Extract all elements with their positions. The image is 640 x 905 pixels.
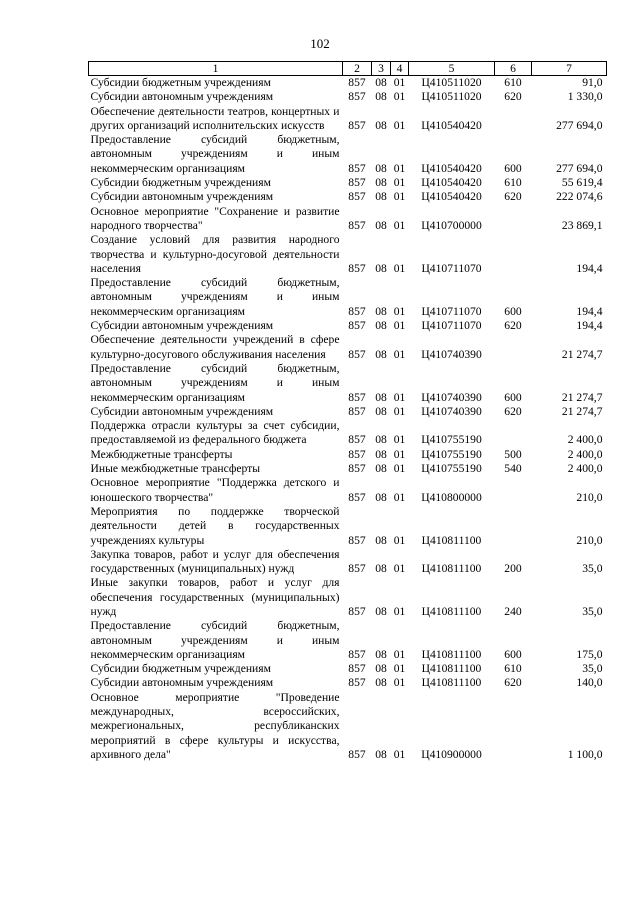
table-row bbox=[89, 419, 607, 448]
row-ministry-code: 857 bbox=[348, 433, 366, 447]
row-amount: 21 274,7 bbox=[561, 404, 603, 418]
row-target-article: Ц410740390 bbox=[421, 347, 482, 361]
row-amount: 35,0 bbox=[582, 604, 603, 618]
row-section-code: 08 bbox=[375, 562, 387, 576]
row-expense-type bbox=[495, 419, 532, 448]
row-ministry-code: 857 bbox=[348, 76, 366, 89]
table-row bbox=[89, 90, 607, 104]
row-target-article: Ц410700000 bbox=[421, 218, 482, 232]
budget-table bbox=[88, 61, 607, 762]
table-row bbox=[89, 576, 607, 619]
row-amount: 277 694,0 bbox=[556, 118, 603, 132]
row-section-code: 08 bbox=[375, 190, 387, 204]
row-amount: 194,4 bbox=[576, 261, 603, 275]
table-row bbox=[89, 190, 607, 204]
row-target-article: Ц410811100 bbox=[421, 662, 482, 676]
row-name: Субсидии автономным учреждениям bbox=[90, 190, 274, 204]
row-subsection-code: 01 bbox=[393, 462, 406, 476]
row-section-code: 08 bbox=[375, 161, 387, 175]
row-amount: 194,4 bbox=[576, 304, 603, 318]
row-name: Поддержка отрасли культуры за счет субсидии, предоставляемой из федерального бюджета bbox=[90, 419, 340, 447]
row-expense-type: 620 bbox=[504, 319, 522, 333]
row-section-code: 08 bbox=[375, 604, 387, 618]
row-ministry-code: 857 bbox=[348, 90, 366, 104]
row-expense-type: 200 bbox=[504, 562, 522, 576]
row-target-article: Ц410711070 bbox=[421, 304, 482, 318]
row-section-code: 08 bbox=[375, 747, 387, 761]
row-subsection-code: 01 bbox=[393, 647, 406, 661]
row-section-code: 08 bbox=[375, 76, 387, 89]
row-ministry-code: 857 bbox=[348, 604, 366, 618]
row-subsection-code: 01 bbox=[393, 190, 406, 204]
header-col-7: 7 bbox=[532, 62, 607, 76]
row-target-article: Ц410511020 bbox=[421, 76, 482, 89]
row-amount: 2 400,0 bbox=[567, 433, 603, 447]
row-target-article: Ц410540420 bbox=[421, 176, 482, 190]
row-target-article: Ц410811100 bbox=[421, 647, 482, 661]
row-section-code: 08 bbox=[375, 261, 387, 275]
header-col-5: 5 bbox=[409, 62, 495, 76]
table-row bbox=[89, 405, 607, 419]
row-expense-type: 610 bbox=[504, 176, 522, 190]
table-row bbox=[89, 362, 607, 405]
row-amount: 35,0 bbox=[582, 662, 603, 676]
row-name: Субсидии бюджетным учреждениям bbox=[90, 76, 271, 89]
table-row bbox=[89, 105, 607, 134]
row-ministry-code: 857 bbox=[348, 261, 366, 275]
row-ministry-code: 857 bbox=[348, 676, 366, 690]
header-col-3: 3 bbox=[372, 62, 391, 76]
row-expense-type: 600 bbox=[504, 304, 522, 318]
row-name: Предоставление субсидий бюджетным, автономным учреждениям и иным некоммерческим организациям bbox=[90, 361, 340, 404]
row-target-article: Ц410740390 bbox=[421, 404, 482, 418]
row-name: Субсидии бюджетным учреждениям bbox=[90, 662, 271, 676]
table-row bbox=[89, 676, 607, 690]
header-col-2: 2 bbox=[343, 62, 372, 76]
row-name: Иные межбюджетные трансферты bbox=[90, 462, 261, 476]
row-expense-type: 620 bbox=[504, 404, 522, 418]
row-section-code: 08 bbox=[375, 490, 387, 504]
row-expense-type: 500 bbox=[504, 447, 522, 461]
table-row bbox=[89, 462, 607, 476]
row-ministry-code: 857 bbox=[348, 447, 366, 461]
row-target-article: Ц410811100 bbox=[421, 562, 482, 576]
row-target-article: Ц410811100 bbox=[421, 676, 482, 690]
row-target-article: Ц410811100 bbox=[421, 604, 482, 618]
row-expense-type bbox=[495, 105, 532, 134]
row-target-article: Ц410755190 bbox=[421, 462, 482, 476]
row-name: Субсидии автономным учреждениям bbox=[90, 319, 274, 333]
row-name: Основное мероприятие "Проведение международных, всероссийских, межрегиональных, республиканских мероприятий в сфере культуры и искусства, архивного дела" bbox=[90, 690, 340, 761]
row-target-article: Ц410711070 bbox=[421, 319, 482, 333]
row-target-article: Ц410900000 bbox=[421, 747, 482, 761]
row-name: Субсидии автономным учреждениям bbox=[90, 676, 274, 690]
row-ministry-code: 857 bbox=[348, 490, 366, 504]
row-expense-type bbox=[495, 505, 532, 548]
row-subsection-code: 01 bbox=[393, 161, 406, 175]
row-section-code: 08 bbox=[375, 90, 387, 104]
table-row bbox=[89, 662, 607, 676]
row-amount: 91,0 bbox=[582, 76, 603, 89]
row-name: Предоставление субсидий бюджетным, автономным учреждениям и иным некоммерческим организациям bbox=[90, 619, 340, 661]
row-name: Закупка товаров, работ и услуг для обеспечения государственных (муниципальных) нужд bbox=[90, 547, 340, 576]
row-ministry-code: 857 bbox=[348, 390, 366, 404]
row-amount: 210,0 bbox=[576, 490, 603, 504]
row-ministry-code: 857 bbox=[348, 176, 366, 190]
row-target-article: Ц410755190 bbox=[421, 433, 482, 447]
row-subsection-code: 01 bbox=[393, 533, 406, 547]
row-subsection-code: 01 bbox=[393, 90, 406, 104]
row-amount: 21 274,7 bbox=[561, 347, 603, 361]
row-subsection-code: 01 bbox=[393, 604, 406, 618]
row-ministry-code: 857 bbox=[348, 562, 366, 576]
row-ministry-code: 857 bbox=[348, 647, 366, 661]
header-col-6: 6 bbox=[495, 62, 532, 76]
row-expense-type: 600 bbox=[504, 390, 522, 404]
row-amount: 1 100,0 bbox=[567, 747, 603, 761]
row-target-article: Ц410540420 bbox=[421, 161, 482, 175]
row-name: Обеспечение деятельности учреждений в сфере культурно-досугового обслуживания населения bbox=[90, 333, 340, 361]
row-section-code: 08 bbox=[375, 462, 387, 476]
row-section-code: 08 bbox=[375, 647, 387, 661]
row-ministry-code: 857 bbox=[348, 118, 366, 132]
row-expense-type bbox=[495, 476, 532, 505]
row-ministry-code: 857 bbox=[348, 533, 366, 547]
row-subsection-code: 01 bbox=[393, 433, 406, 447]
row-amount: 2 400,0 bbox=[567, 462, 603, 476]
table-row bbox=[89, 233, 607, 276]
row-section-code: 08 bbox=[375, 404, 387, 418]
table-row bbox=[89, 276, 607, 319]
row-expense-type: 620 bbox=[504, 676, 522, 690]
row-ministry-code: 857 bbox=[348, 218, 366, 232]
row-expense-type bbox=[495, 333, 532, 362]
header-row bbox=[89, 62, 607, 76]
row-name: Межбюджетные трансферты bbox=[90, 447, 233, 461]
row-subsection-code: 01 bbox=[393, 662, 406, 676]
row-subsection-code: 01 bbox=[393, 747, 406, 761]
row-target-article: Ц410800000 bbox=[421, 490, 482, 504]
table-row bbox=[89, 333, 607, 362]
header-col-4: 4 bbox=[391, 62, 409, 76]
row-section-code: 08 bbox=[375, 676, 387, 690]
row-section-code: 08 bbox=[375, 433, 387, 447]
row-section-code: 08 bbox=[375, 319, 387, 333]
row-target-article: Ц410511020 bbox=[421, 90, 482, 104]
page-number: 102 bbox=[310, 36, 330, 51]
row-subsection-code: 01 bbox=[393, 319, 406, 333]
row-name: Обеспечение деятельности театров, концертных и других организаций исполнительских искусств bbox=[90, 104, 340, 132]
row-amount: 194,4 bbox=[576, 319, 603, 333]
row-expense-type: 620 bbox=[504, 90, 522, 104]
row-section-code: 08 bbox=[375, 447, 387, 461]
row-section-code: 08 bbox=[375, 390, 387, 404]
row-expense-type: 600 bbox=[504, 647, 522, 661]
row-name: Основное мероприятие "Поддержка детского и юношеского творчества" bbox=[90, 476, 340, 504]
row-amount: 35,0 bbox=[582, 562, 603, 576]
row-amount: 222 074,6 bbox=[556, 190, 603, 204]
row-amount: 210,0 bbox=[576, 533, 603, 547]
row-subsection-code: 01 bbox=[393, 304, 406, 318]
table-header bbox=[89, 62, 607, 76]
row-ministry-code: 857 bbox=[348, 747, 366, 761]
row-expense-type bbox=[495, 205, 532, 234]
row-subsection-code: 01 bbox=[393, 76, 406, 89]
table-row bbox=[89, 691, 607, 762]
row-section-code: 08 bbox=[375, 118, 387, 132]
row-subsection-code: 01 bbox=[393, 404, 406, 418]
row-expense-type: 540 bbox=[504, 462, 522, 476]
row-ministry-code: 857 bbox=[348, 304, 366, 318]
row-target-article: Ц410811100 bbox=[421, 533, 482, 547]
row-subsection-code: 01 bbox=[393, 490, 406, 504]
row-ministry-code: 857 bbox=[348, 347, 366, 361]
table-row bbox=[89, 319, 607, 333]
row-expense-type: 600 bbox=[504, 161, 522, 175]
row-name: Субсидии автономным учреждениям bbox=[90, 404, 274, 418]
row-expense-type: 240 bbox=[504, 604, 522, 618]
table-row bbox=[89, 176, 607, 190]
row-subsection-code: 01 bbox=[393, 261, 406, 275]
row-section-code: 08 bbox=[375, 347, 387, 361]
row-name: Основное мероприятие "Сохранение и развитие народного творчества" bbox=[90, 204, 340, 232]
row-ministry-code: 857 bbox=[348, 662, 366, 676]
row-ministry-code: 857 bbox=[348, 190, 366, 204]
row-name: Субсидии бюджетным учреждениям bbox=[90, 176, 271, 190]
row-expense-type: 610 bbox=[504, 662, 522, 676]
row-expense-type bbox=[495, 691, 532, 762]
table-row bbox=[89, 548, 607, 577]
row-subsection-code: 01 bbox=[393, 176, 406, 190]
row-ministry-code: 857 bbox=[348, 319, 366, 333]
row-ministry-code: 857 bbox=[348, 462, 366, 476]
row-amount: 175,0 bbox=[576, 647, 603, 661]
row-subsection-code: 01 bbox=[393, 676, 406, 690]
row-expense-type: 620 bbox=[504, 190, 522, 204]
row-amount: 55 619,4 bbox=[561, 176, 603, 190]
row-target-article: Ц410711070 bbox=[421, 261, 482, 275]
row-name: Мероприятия по поддержке творческой деятельности детей в государственных учреждениях культуры bbox=[90, 504, 340, 547]
row-name: Предоставление субсидий бюджетным, автономным учреждениям и иным некоммерческим организациям bbox=[90, 133, 340, 175]
row-amount: 1 330,0 bbox=[567, 90, 603, 104]
table-row bbox=[89, 448, 607, 462]
row-section-code: 08 bbox=[375, 176, 387, 190]
row-name: Создание условий для развития народного творчества и культурно-досуговой деятельности населения bbox=[90, 233, 340, 275]
row-name: Предоставление субсидий бюджетным, автономным учреждениям и иным некоммерческим организациям bbox=[90, 276, 340, 318]
row-subsection-code: 01 bbox=[393, 447, 406, 461]
row-expense-type bbox=[495, 233, 532, 276]
row-amount: 277 694,0 bbox=[556, 161, 603, 175]
row-target-article: Ц410740390 bbox=[421, 390, 482, 404]
row-amount: 23 869,1 bbox=[561, 218, 603, 232]
row-section-code: 08 bbox=[375, 304, 387, 318]
table-row bbox=[89, 205, 607, 234]
row-target-article: Ц410540420 bbox=[421, 190, 482, 204]
row-target-article: Ц410540420 bbox=[421, 118, 482, 132]
row-amount: 140,0 bbox=[576, 676, 603, 690]
table-row bbox=[89, 76, 607, 91]
row-ministry-code: 857 bbox=[348, 161, 366, 175]
row-section-code: 08 bbox=[375, 662, 387, 676]
row-section-code: 08 bbox=[375, 218, 387, 232]
row-section-code: 08 bbox=[375, 533, 387, 547]
row-target-article: Ц410755190 bbox=[421, 447, 482, 461]
header-col-1: 1 bbox=[89, 62, 343, 76]
row-name: Иные закупки товаров, работ и услуг для обеспечения государственных (муниципальных) нужд bbox=[90, 576, 340, 618]
row-amount: 21 274,7 bbox=[561, 390, 603, 404]
row-amount: 2 400,0 bbox=[567, 447, 603, 461]
row-subsection-code: 01 bbox=[393, 562, 406, 576]
row-subsection-code: 01 bbox=[393, 347, 406, 361]
row-expense-type: 610 bbox=[504, 76, 522, 89]
table-row bbox=[89, 619, 607, 662]
row-subsection-code: 01 bbox=[393, 118, 406, 132]
row-name: Субсидии автономным учреждениям bbox=[90, 90, 274, 104]
row-subsection-code: 01 bbox=[393, 390, 406, 404]
table-row bbox=[89, 476, 607, 505]
row-subsection-code: 01 bbox=[393, 218, 406, 232]
table-body bbox=[89, 76, 607, 763]
table-row bbox=[89, 133, 607, 176]
row-ministry-code: 857 bbox=[348, 404, 366, 418]
table-row bbox=[89, 505, 607, 548]
